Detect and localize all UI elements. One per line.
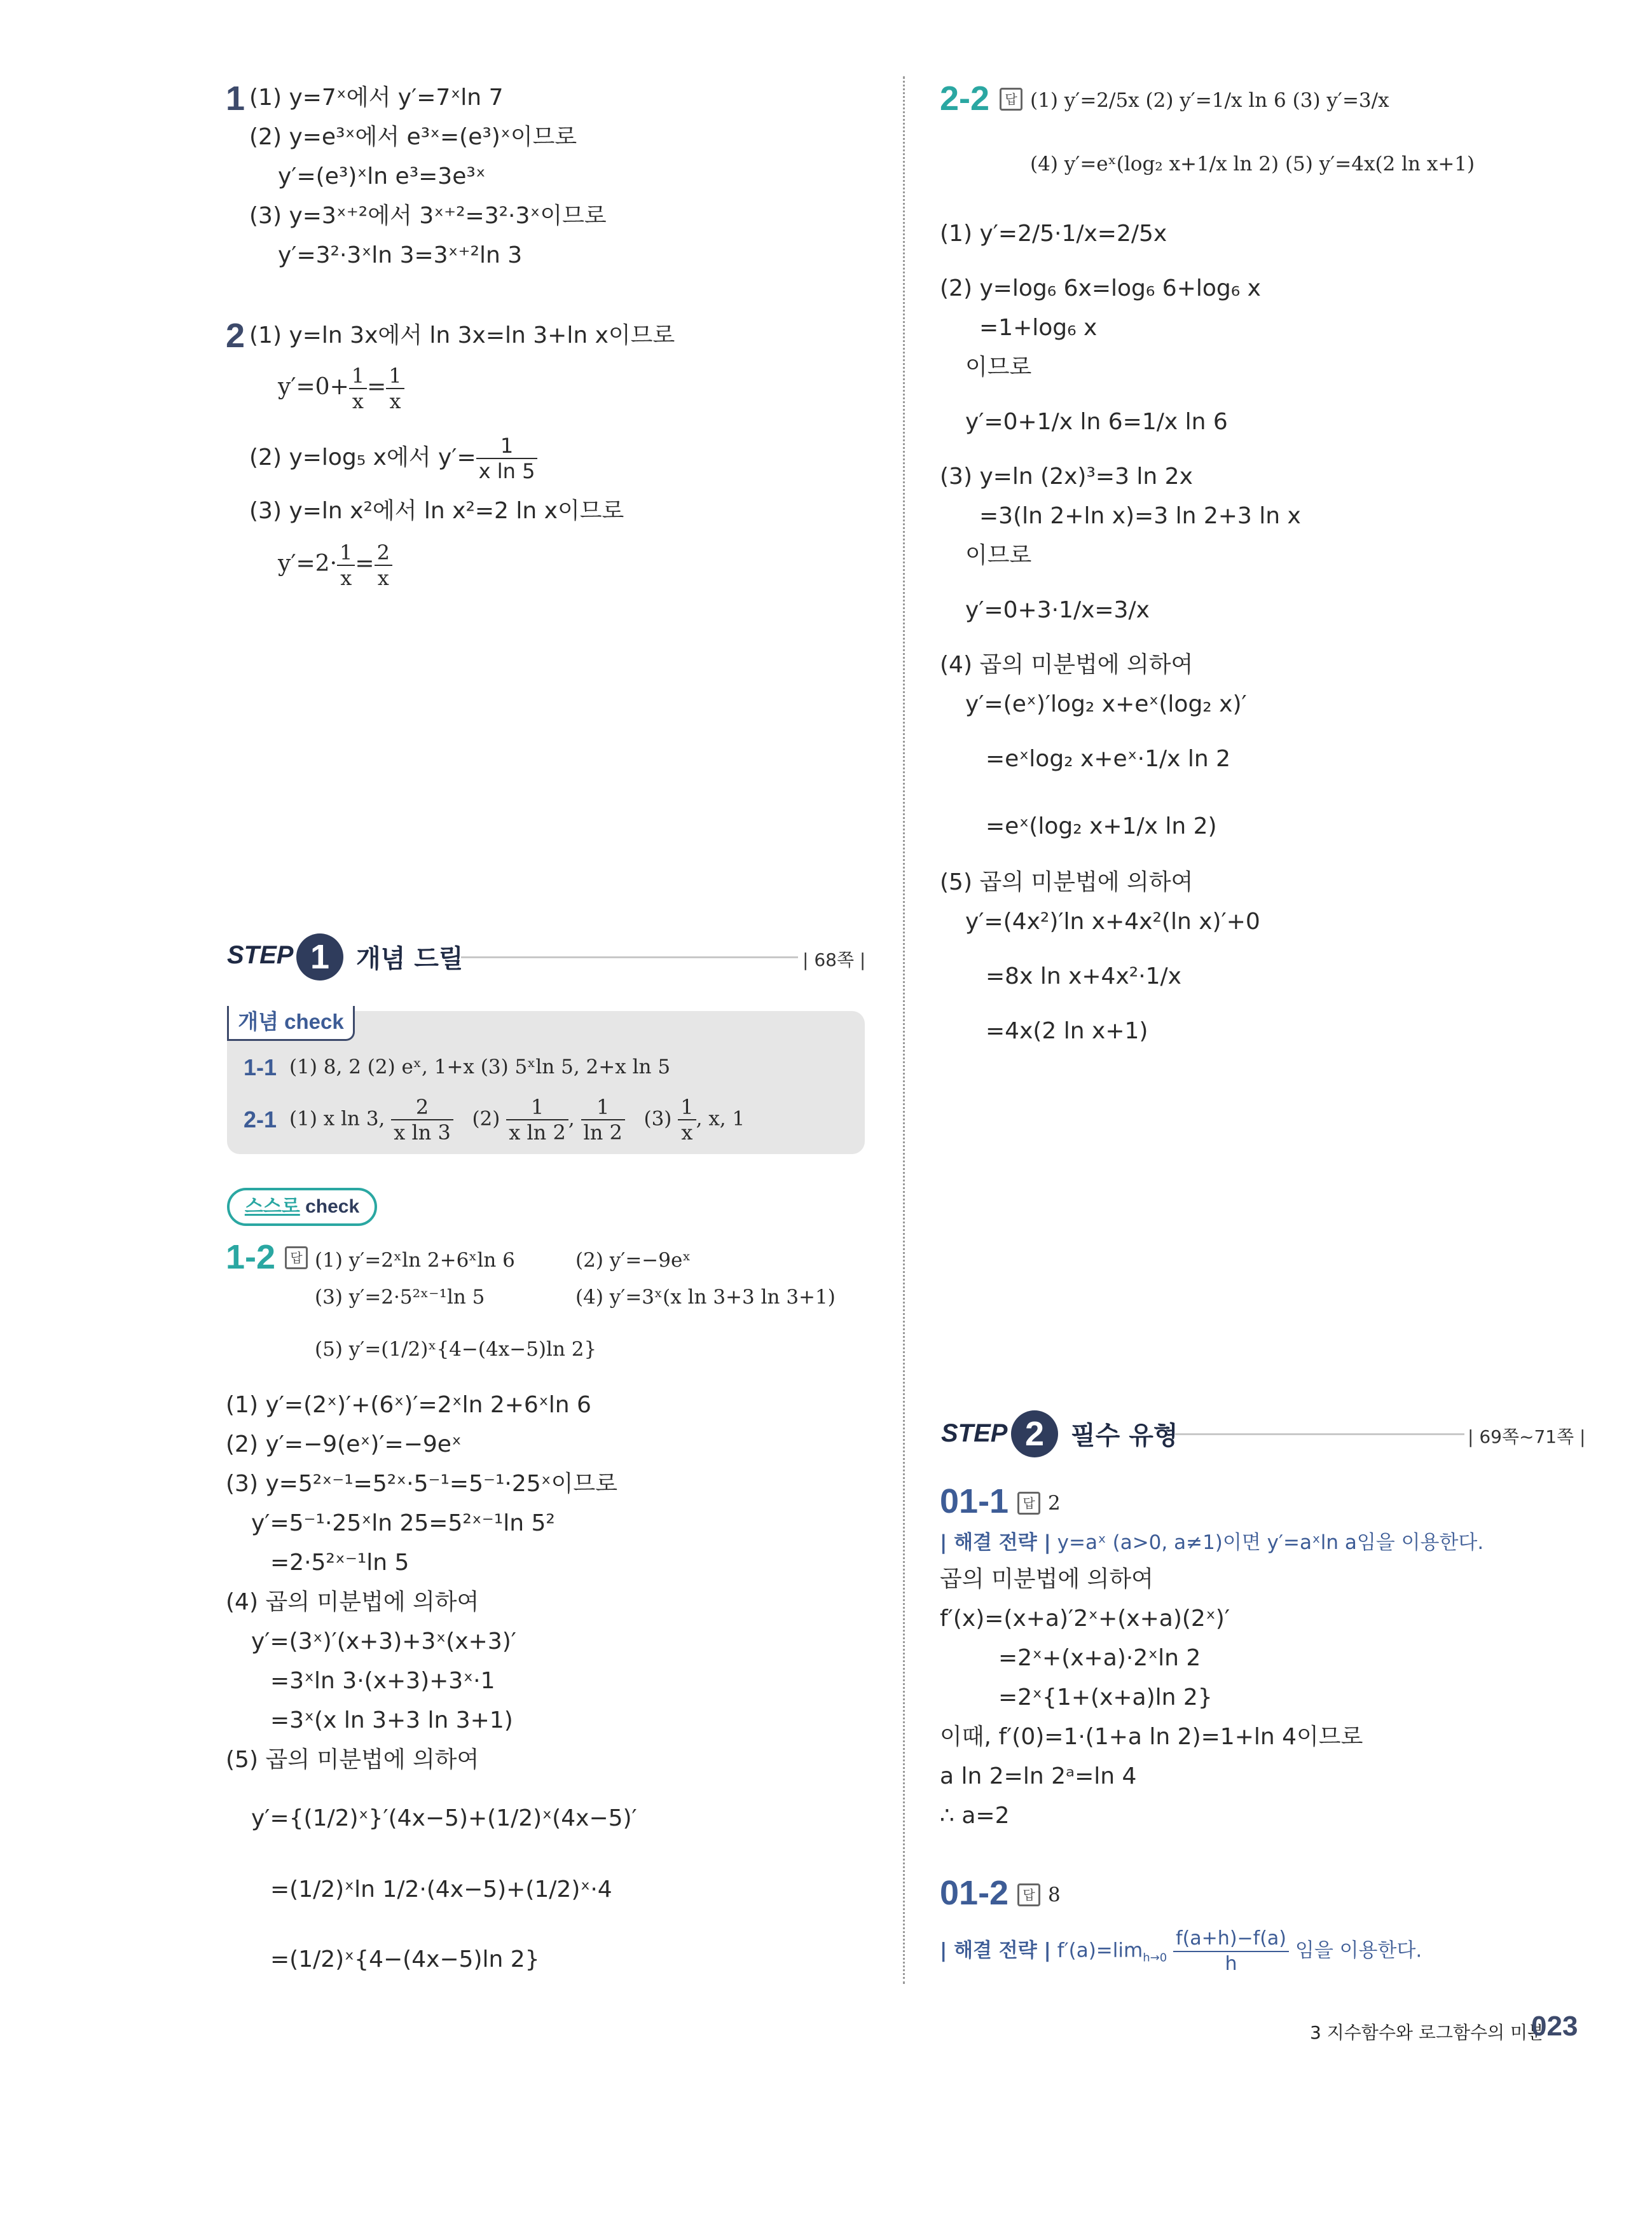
p12-line-6: (4) 곱의 미분법에 의하여 — [226, 1589, 479, 1615]
p011-answer: 2 — [1048, 1492, 1061, 1515]
p2-line-2: y′=0+ $\frac{1}{x}$ = $\frac{1}{x}$ — [278, 364, 404, 413]
p12-line-2: (2) y′=−9(eˣ)′=−9eˣ — [226, 1431, 462, 1457]
p011-line-7: ∴ a=2 — [940, 1803, 1010, 1829]
p12-answer-2: (2) y′=−9eˣ — [575, 1249, 691, 1272]
p22-line-4: 이므로 — [965, 354, 1032, 380]
concept-check-tab: 개념 check — [227, 1006, 355, 1041]
p1-line-5: y′=3²·3ˣln 3=3ˣ⁺²ln 3 — [278, 242, 523, 268]
answer-icon: 답 — [1000, 88, 1022, 111]
p22-answer-row-2: (4) y′=eˣ(log₂ x+1/x ln 2) (5) y′=4x(2 ln x+1) — [1030, 153, 1475, 176]
answer-icon: 답 — [1017, 1492, 1040, 1515]
p12-line-8: =3ˣln 3·(x+3)+3ˣ·1 — [270, 1668, 495, 1694]
concept-row-1-label: 1-1 — [244, 1054, 277, 1080]
p22-line-1: (1) y′=2/5·1/x=2/5x — [940, 221, 1167, 247]
step1-page-ref: | 68쪽 | — [802, 949, 866, 970]
p12-line-9: =3ˣ(x ln 3+3 ln 3+1) — [270, 1707, 513, 1733]
answer-icon: 답 — [285, 1246, 308, 1269]
p2-line-1: (1) y=ln 3x에서 ln 3x=ln 3+ln x이므로 — [249, 322, 675, 348]
concept-row-1-text: (1) 8, 2 (2) eˣ, 1+x (3) 5ˣln 5, 2+x ln 5 — [289, 1056, 671, 1078]
p011-line-5: 이때, f′(0)=1·(1+a ln 2)=1+ln 4이므로 — [940, 1724, 1363, 1750]
step2-rule — [1175, 1433, 1464, 1435]
p22-line-13: =eˣ(log₂ x+1/x ln 2) — [986, 813, 1217, 839]
answer-badge-01-1 — [1017, 1492, 1040, 1515]
p012-answer: 8 — [1048, 1883, 1061, 1906]
footer-chapter: 3 지수함수와 로그함수의 미분 — [1310, 2022, 1545, 2043]
p12-answer-1: (1) y′=2ˣln 2+6ˣln 6 — [315, 1249, 515, 1272]
answer-badge — [285, 1246, 308, 1269]
answer-icon: 답 — [1017, 1883, 1040, 1906]
p22-line-9: y′=0+3·1/x=3/x — [965, 597, 1150, 623]
problem-1-2-number: 1-2 — [226, 1238, 276, 1276]
p2-line-5: y′=2· $\frac{1}{x}$ = $\frac{2}{x}$ — [278, 540, 392, 590]
step2-title: 필수 유형 — [1071, 1421, 1178, 1450]
p12-answer-3: (3) y′=2·5²ˣ⁻¹ln 5 — [315, 1286, 485, 1309]
answer-badge-2-2 — [1000, 88, 1022, 111]
p22-line-17: =4x(2 ln x+1) — [986, 1018, 1148, 1044]
p011-line-1: 곱의 미분법에 의하여 — [940, 1566, 1153, 1592]
concept-row-2-text: (1) x ln 3, $\frac{2}{\text{x ln 3}}$ (2) $\frac{1}{\text{x ln 2}}$ , $\frac{1}{\ln 2}$ (3) $\frac{1}{x}$ , x, 1 — [289, 1095, 745, 1145]
p12-line-10: (5) 곱의 미분법에 의하여 — [226, 1747, 479, 1773]
p12-answer-5: (5) y′=(1/2)ˣ{4−(4x−5)ln 2} — [315, 1338, 597, 1361]
p011-line-3: =2ˣ+(x+a)·2ˣln 2 — [998, 1645, 1201, 1671]
p12-line-11: y′={(1/2)ˣ}′(4x−5)+(1/2)ˣ(4x−5)′ — [251, 1805, 637, 1831]
answer-badge-01-2 — [1017, 1883, 1040, 1906]
p22-line-5: y′=0+1/x ln 6=1/x ln 6 — [965, 409, 1228, 435]
column-divider — [903, 76, 905, 1984]
p22-line-10: (4) 곱의 미분법에 의하여 — [940, 652, 1194, 678]
p1-line-1: (1) y=7ˣ에서 y′=7ˣln 7 — [249, 85, 504, 111]
p22-line-11: y′=(eˣ)′log₂ x+eˣ(log₂ x)′ — [965, 691, 1247, 717]
p22-line-15: y′=(4x²)′ln x+4x²(ln x)′+0 — [965, 909, 1260, 935]
p22-line-12: =eˣlog₂ x+eˣ·1/x ln 2 — [986, 746, 1231, 772]
p12-line-13: =(1/2)ˣ{4−(4x−5)ln 2} — [270, 1946, 540, 1972]
p12-line-12: =(1/2)ˣln 1/2·(4x−5)+(1/2)ˣ·4 — [270, 1876, 612, 1903]
p12-answer-4: (4) y′=3ˣ(x ln 3+3 ln 3+1) — [575, 1286, 836, 1309]
p22-answer-row-1: (1) y′=2/5x (2) y′=1/x ln 6 (3) y′=3/x — [1030, 89, 1389, 112]
p011-strategy: | 해결 전략 | y=aˣ (a>0, a≠1)이면 y′=aˣln a임을 이용한다. — [940, 1531, 1484, 1554]
problem-2-number: 2 — [226, 317, 245, 355]
p22-line-14: (5) 곱의 미분법에 의하여 — [940, 869, 1194, 895]
p12-line-3: (3) y=5²ˣ⁻¹=5²ˣ·5⁻¹=5⁻¹·25ˣ이므로 — [226, 1471, 617, 1497]
p012-strategy: | 해결 전략 | $f'(a)=\lim_{h\to 0}$ $\frac{f(a+h)-f(a)}{h}$ 임을 이용한다. — [940, 1927, 1422, 1975]
p22-line-7: =3(ln 2+ln x)=3 ln 2+3 ln x — [979, 503, 1301, 529]
p22-line-8: 이므로 — [965, 542, 1032, 568]
problem-2-2-number: 2-2 — [940, 79, 990, 118]
problem-01-2-number: 01-2 — [940, 1874, 1009, 1912]
p011-line-4: =2ˣ{1+(x+a)ln 2} — [998, 1684, 1213, 1710]
self-check-pill: 스스로 check — [227, 1188, 377, 1226]
p22-line-2: (2) y=log₆ 6x=log₆ 6+log₆ x — [940, 275, 1261, 301]
p2-line-4: (3) y=ln x²에서 ln x²=2 ln x이므로 — [249, 498, 624, 524]
step1-rule — [461, 956, 798, 958]
step2-page-ref: | 69쪽~71쪽 | — [1468, 1426, 1586, 1447]
p12-line-1: (1) y′=(2ˣ)′+(6ˣ)′=2ˣln 2+6ˣln 6 — [226, 1392, 591, 1418]
p12-line-7: y′=(3ˣ)′(x+3)+3ˣ(x+3)′ — [251, 1628, 516, 1655]
p011-line-2: f′(x)=(x+a)′2ˣ+(x+a)(2ˣ)′ — [940, 1606, 1230, 1632]
concept-row-2-label: 2-1 — [244, 1106, 277, 1132]
p1-line-4: (3) y=3ˣ⁺²에서 3ˣ⁺²=3²·3ˣ이므로 — [249, 203, 607, 229]
step2-label: STEP — [941, 1419, 1008, 1447]
p2-line-3: (2) y=log₅ x에서 y′= $\frac{1}{\text{x ln 5}}$ — [249, 434, 537, 483]
p22-line-16: =8x ln x+4x²·1/x — [986, 963, 1181, 989]
p12-line-5: =2·5²ˣ⁻¹ln 5 — [270, 1550, 410, 1576]
p1-line-3: y′=(e³)ˣln e³=3e³ˣ — [278, 163, 486, 189]
footer-page-number: 023 — [1531, 2011, 1578, 2042]
problem-01-1-number: 01-1 — [940, 1482, 1009, 1520]
p22-line-6: (3) y=ln (2x)³=3 ln 2x — [940, 464, 1193, 490]
step1-number: 1 — [296, 933, 343, 981]
p12-line-4: y′=5⁻¹·25ˣln 25=5²ˣ⁻¹ln 5² — [251, 1510, 555, 1536]
problem-1-number: 1 — [226, 79, 245, 118]
step1-label: STEP — [227, 941, 294, 969]
p1-line-2: (2) y=e³ˣ에서 e³ˣ=(e³)ˣ이므로 — [249, 124, 577, 150]
step1-title: 개념 드릴 — [356, 944, 464, 974]
p011-line-6: a ln 2=ln 2ᵃ=ln 4 — [940, 1763, 1137, 1789]
step2-number: 2 — [1011, 1410, 1058, 1457]
p22-line-3: =1+log₆ x — [979, 315, 1098, 341]
